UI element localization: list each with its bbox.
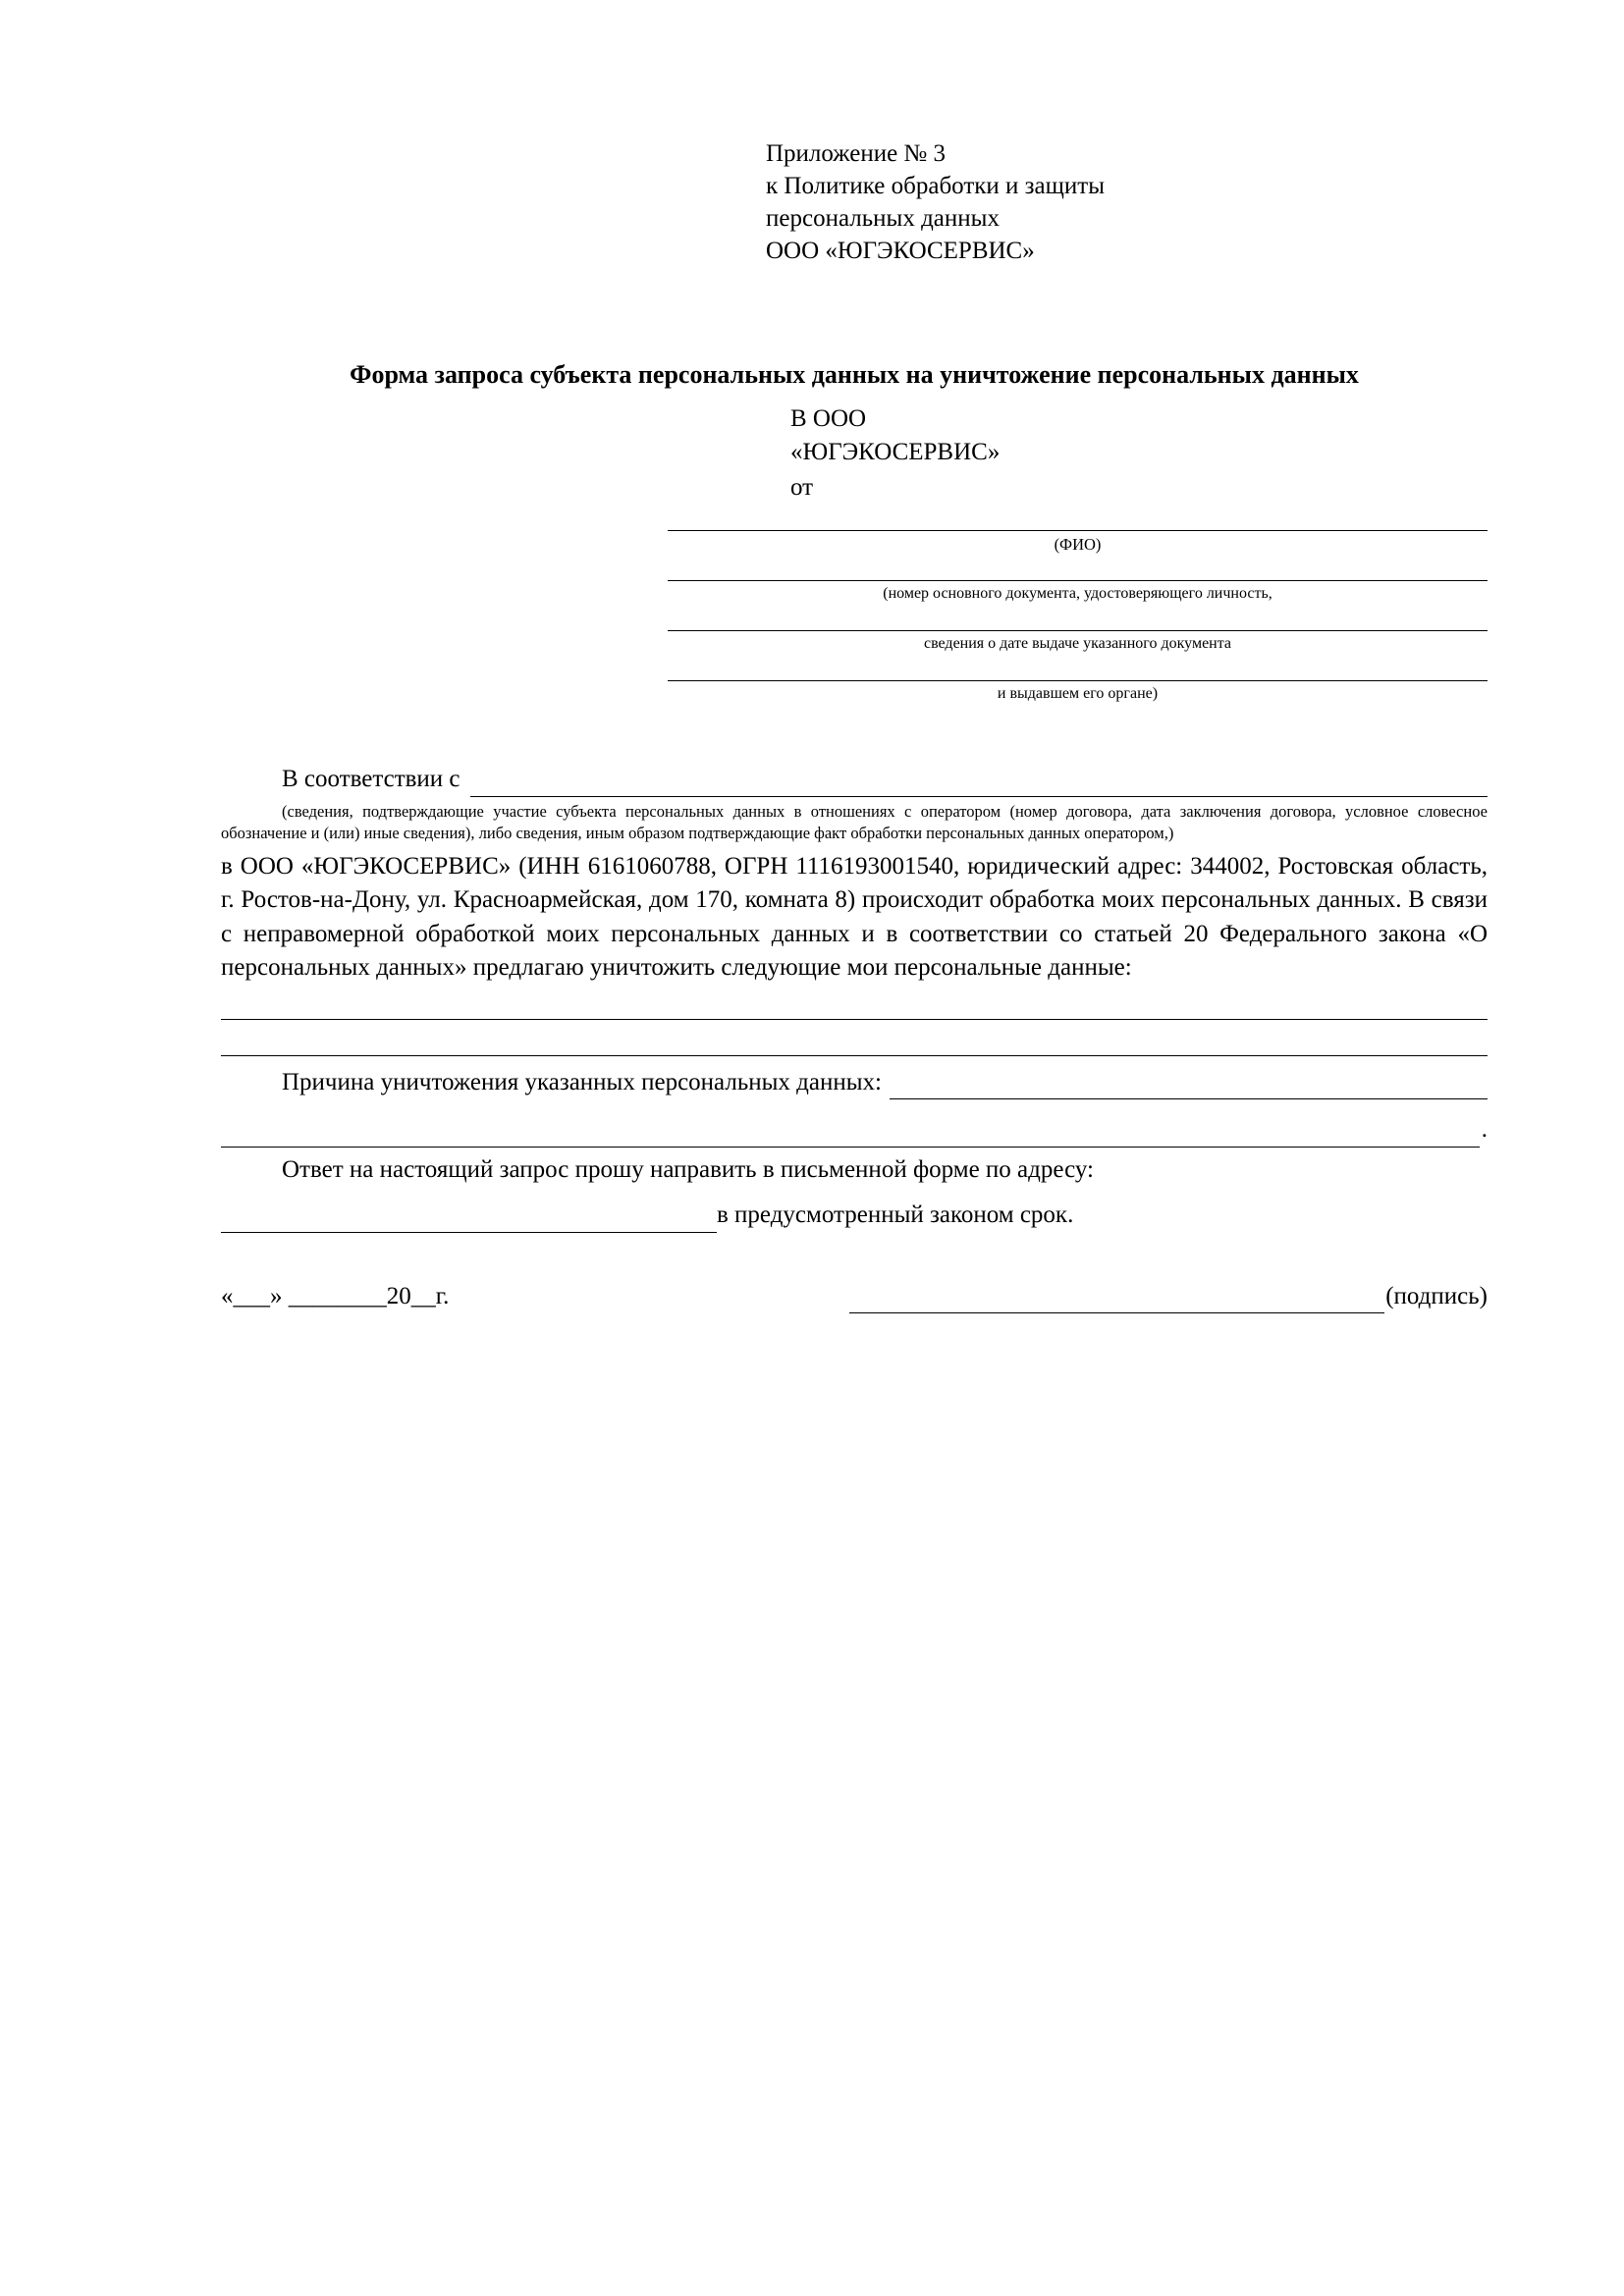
answer-address-line [221, 1199, 1488, 1233]
appendix-header-line-2: к Политике обработки и защиты [766, 173, 1106, 199]
doc-issuer-caption: и выдавшем его органе) [997, 684, 1159, 702]
reason-period: . [1481, 1116, 1488, 1144]
in-accordance-line [221, 763, 1488, 797]
doc-number-field-rule[interactable] [668, 580, 1488, 581]
answer-text: Ответ на настоящий запрос прошу направить в письменной форме по адресу: [282, 1155, 1094, 1183]
addressee-line-2: «ЮГЭКОСЕРВИС» [790, 439, 1001, 466]
appendix-header-line-1: Приложение № 3 [766, 140, 947, 167]
answer-paragraph [221, 1153, 1488, 1188]
data-list-rule-2[interactable] [221, 1055, 1488, 1056]
reason-line [221, 1066, 1488, 1100]
fio-field-rule[interactable] [668, 530, 1488, 531]
appendix-header-line-4: ООО «ЮГЭКОСЕРВИС» [766, 238, 1035, 264]
reason-continuation [221, 1113, 1488, 1148]
appendix-header [766, 137, 1488, 267]
page-title: Форма запроса субъекта персональных данных на уничтожение персональных данных [350, 360, 1359, 389]
in-accordance-input-rule[interactable] [470, 774, 1488, 797]
answer-address-input-rule[interactable] [221, 1210, 717, 1233]
doc-issuer-field-rule[interactable] [668, 680, 1488, 681]
doc-date-field-rule[interactable] [668, 630, 1488, 631]
addressee-line-1: В ООО [790, 405, 867, 433]
fineprint-note [221, 801, 1488, 844]
data-list-rule-1[interactable] [221, 1019, 1488, 1020]
reason-input-rule[interactable] [890, 1077, 1488, 1099]
fineprint-text: (сведения, подтверждающие участие субъекта персональных данных в отношениях с оператором (номер договора, дата заключения договора, условное словесное обозначение и (или) иные сведения), либо сведения, иным образом подтверждающие факт обработки персональных данных оператором,) [221, 801, 1488, 842]
doc-date-caption: сведения о дате выдаче указанного документа [923, 634, 1232, 652]
applicant-fields [668, 530, 1488, 705]
addressee-block [790, 402, 1488, 504]
main-paragraph: в ООО «ЮГЭКОСЕРВИС» (ИНН 6161060788, ОГРН 1116193001540, юридический адрес: 344002, Ростовская область, г. Ростов-на-Дону, ул. Красноармейская, дом 170, комната 8) происходит обработка моих персональных данных. В связи с неправомерной обработкой моих персональных данных и в соответствии со статьей 20 Федерального закона «О персональных данных» предлагаю уничтожить следующие мои персональные данные: [221, 852, 1488, 982]
answer-tail-text: в предусмотренный законом срок. [717, 1201, 1074, 1229]
reason-input-rule-2[interactable] [221, 1125, 1480, 1148]
appendix-header-line-3: персональных данных [766, 205, 1000, 232]
body-section [221, 763, 1488, 1313]
signature-input-rule[interactable] [849, 1291, 1384, 1313]
document-content [221, 137, 1488, 1313]
date-placeholder[interactable]: «___» ________20__г. [221, 1282, 450, 1309]
addressee-from-label: от [790, 473, 814, 501]
reason-label: Причина уничтожения указанных персональных данных: [282, 1068, 882, 1095]
doc-number-caption: (номер основного документа, удостоверяющего личность, [883, 585, 1272, 603]
in-accordance-label: В соответствии с [282, 766, 460, 793]
signature-label: (подпись) [1385, 1282, 1488, 1309]
fio-caption: (ФИО) [1054, 534, 1102, 554]
signature-row [221, 1280, 1488, 1314]
